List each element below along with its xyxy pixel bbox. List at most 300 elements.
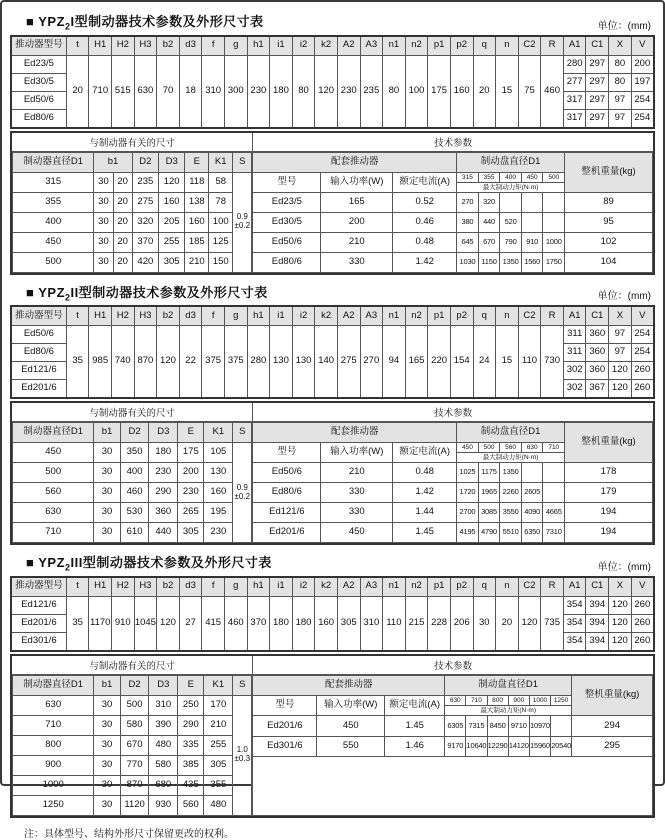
cell: 1.44 <box>393 503 457 523</box>
cell: 500 <box>13 252 94 272</box>
cell: Ed121/6 <box>253 503 321 523</box>
tolerance-cell <box>233 172 252 272</box>
col-header: b2 <box>157 36 180 56</box>
cell: Ed201/6 <box>11 614 66 632</box>
col-header: f <box>202 577 225 597</box>
col-header: t <box>66 306 89 326</box>
col-header: A3 <box>360 306 383 326</box>
cell <box>543 483 565 503</box>
col-header: n <box>496 36 519 56</box>
cell: 460 <box>120 483 149 503</box>
cell: 30 <box>94 755 120 775</box>
table-row <box>13 795 252 815</box>
cell: 104 <box>565 252 653 272</box>
table-row <box>13 192 252 212</box>
cell: 330 <box>321 483 393 503</box>
table-row <box>13 443 252 463</box>
sections-root <box>10 11 655 818</box>
col-header: R <box>541 36 564 56</box>
cell: 30 <box>94 735 120 755</box>
col-header: g <box>224 36 247 56</box>
col-header: 制动器直径D1 <box>13 152 94 172</box>
cell: 4790 <box>478 523 500 543</box>
disc-diameter: 500 <box>479 443 501 452</box>
cell: 8450 <box>487 716 508 736</box>
cell: Ed80/6 <box>11 344 66 362</box>
table-row <box>11 596 654 614</box>
table-row <box>253 152 653 172</box>
table-row <box>11 326 654 344</box>
col-header: X <box>609 36 632 56</box>
band <box>12 133 653 152</box>
cell: 390 <box>149 715 178 735</box>
lower-block <box>10 401 655 545</box>
col-header: K1 <box>204 675 233 695</box>
brake-dim-table-body <box>13 675 252 815</box>
cell: Ed301/6 <box>253 736 317 756</box>
cell: 310 <box>202 55 225 128</box>
cell: 4195 <box>457 523 479 543</box>
cell: 179 <box>565 483 653 503</box>
cell: 630 <box>134 55 157 128</box>
cell: 515 <box>112 55 135 128</box>
footnote: 注：具体型号、结构外形尺寸保留更改的权利。 <box>24 828 234 840</box>
disc-diameter: 710 <box>466 696 487 705</box>
cell: 317 <box>563 109 586 128</box>
cell: 460 <box>541 55 564 128</box>
table-row <box>253 716 653 736</box>
cell: 120 <box>609 380 632 399</box>
cell: 80 <box>609 73 632 91</box>
cell: 175 <box>428 55 451 128</box>
col-header: k2 <box>315 577 338 597</box>
tolerance-value: 1.0 <box>236 745 248 755</box>
brake-dim-table-body <box>13 152 252 272</box>
lower-block <box>10 131 655 275</box>
table-row <box>13 483 252 503</box>
cell: 800 <box>13 735 94 755</box>
cell: 30 <box>94 172 113 192</box>
tolerance-cell <box>233 695 252 815</box>
cell: 302 <box>563 380 586 399</box>
cell: 730 <box>541 326 564 399</box>
disc-diameter-header <box>457 443 565 463</box>
cell: 15 <box>496 326 519 399</box>
cell: 394 <box>586 632 609 651</box>
cell: 195 <box>204 503 233 523</box>
col-header: 制动器直径D1 <box>13 675 94 695</box>
col-header: n <box>496 306 519 326</box>
cell: 520 <box>500 212 522 232</box>
cell: Ed50/6 <box>253 463 321 483</box>
title-subscript: 2 <box>65 21 71 32</box>
cell: 250 <box>178 695 204 715</box>
disc-diameter-values <box>445 696 571 706</box>
cell: 360 <box>586 326 609 344</box>
cell: 178 <box>565 463 653 483</box>
band-right-label: 技术参数 <box>434 408 473 420</box>
cell: 310 <box>360 596 383 651</box>
col-header: D3 <box>159 152 185 172</box>
cell: 220 <box>428 326 451 399</box>
cell: 254 <box>631 344 654 362</box>
col-header: S <box>233 152 252 172</box>
cell: 440 <box>478 212 500 232</box>
cell: 254 <box>631 91 654 109</box>
tolerance-value: 0.9 <box>236 482 248 492</box>
cell: 4665 <box>543 503 565 523</box>
lower-body <box>12 675 653 816</box>
col-header: 额定电流(A) <box>385 696 445 716</box>
cell: 1120 <box>120 795 149 815</box>
cell: 35 <box>66 596 89 651</box>
dim-table <box>10 576 655 652</box>
cell: 235 <box>360 55 383 128</box>
cell: 930 <box>149 795 178 815</box>
lower-block <box>10 654 655 818</box>
col-header: q <box>473 36 496 56</box>
section-header <box>12 282 653 303</box>
cell: 210 <box>321 232 393 252</box>
disc-diameter: 450 <box>457 443 479 452</box>
table-row <box>11 577 654 597</box>
cell: 630 <box>13 695 94 715</box>
cell: 320 <box>132 212 158 232</box>
cell: 1150 <box>478 252 500 272</box>
cell: 58 <box>209 172 233 192</box>
cell: 354 <box>563 596 586 614</box>
cell: 15960 <box>529 736 550 756</box>
cell: 6305 <box>445 716 466 736</box>
cell: 10970 <box>529 716 550 736</box>
cell: 180 <box>270 596 293 651</box>
cell: 110 <box>383 596 406 651</box>
col-header: n <box>496 577 519 597</box>
cell: 120 <box>609 632 632 651</box>
cell: 550 <box>317 736 385 756</box>
cell: 360 <box>586 344 609 362</box>
section-header <box>12 11 653 32</box>
col-header: 推动器型号 <box>11 306 66 326</box>
table-row <box>11 55 654 73</box>
cell: 275 <box>132 192 158 212</box>
unit-label: 单位：(mm) <box>597 291 651 303</box>
col-header: n1 <box>383 577 406 597</box>
cell: 0.48 <box>393 232 457 252</box>
cell: 130 <box>292 326 315 399</box>
cell: 297 <box>586 73 609 91</box>
cell: 180 <box>292 596 315 651</box>
cell: Ed23/5 <box>253 192 321 212</box>
table-row <box>253 503 653 523</box>
disc-diameter: 355 <box>479 173 501 182</box>
section <box>10 552 655 818</box>
table-row <box>253 463 653 483</box>
cell: 160 <box>159 192 185 212</box>
cell: 354 <box>563 632 586 651</box>
cell: 102 <box>565 232 653 252</box>
cell: 30 <box>94 503 120 523</box>
cell: 165 <box>321 192 393 212</box>
cell: 206 <box>450 596 473 651</box>
col-header: A3 <box>360 36 383 56</box>
title-rest: II型制动器技术参数及外形尺寸表 <box>70 284 268 300</box>
table-row <box>13 755 252 775</box>
cell: 450 <box>317 716 385 736</box>
cell: 317 <box>563 91 586 109</box>
tolerance-cell <box>233 443 252 543</box>
cell: 260 <box>631 596 654 614</box>
section <box>10 282 655 546</box>
table-row <box>11 36 654 56</box>
cell: 254 <box>631 326 654 344</box>
cell: 30 <box>473 596 496 651</box>
title-prefix: ■ YPZ <box>26 14 66 29</box>
col-header: V <box>631 577 654 597</box>
col-header: i1 <box>270 577 293 597</box>
cell: 30 <box>94 463 120 483</box>
dim-table-body <box>11 306 654 398</box>
col-header: b2 <box>157 306 180 326</box>
cell: 20 <box>113 252 132 272</box>
cell: 15 <box>496 55 519 128</box>
cell: 24 <box>473 326 496 399</box>
cell: 154 <box>450 326 473 399</box>
brake-dim-table-body <box>13 423 252 543</box>
band-left-label: 与制动器有关的尺寸 <box>12 656 253 674</box>
cell: 311 <box>563 326 586 344</box>
col-header: i2 <box>292 306 315 326</box>
col-header: 配套推动器 <box>253 152 457 172</box>
title-rest: I型制动器技术参数及外形尺寸表 <box>70 14 264 29</box>
torque-label: 最大制动力矩(N·m) <box>482 183 539 191</box>
cell: 120 <box>609 614 632 632</box>
cell: 480 <box>204 795 233 815</box>
cell: 130 <box>270 326 293 399</box>
col-header: H1 <box>89 577 112 597</box>
cell: 355 <box>13 192 94 212</box>
cell: 370 <box>247 596 270 651</box>
cell: 260 <box>631 380 654 399</box>
dim-table-body <box>11 36 654 128</box>
cell: 30 <box>94 695 120 715</box>
disc-diameter: 500 <box>548 173 560 181</box>
cell: 275 <box>337 326 360 399</box>
cell: 610 <box>120 523 149 543</box>
cell: 22 <box>179 326 202 399</box>
col-header: p2 <box>450 577 473 597</box>
band-right-label: 技术参数 <box>434 660 473 672</box>
table-row <box>11 306 654 326</box>
cell: 302 <box>563 362 586 380</box>
cell: 354 <box>563 614 586 632</box>
table-row <box>253 192 653 212</box>
cell: 0.52 <box>393 192 457 212</box>
title-prefix: ■ YPZ <box>26 284 66 300</box>
cell: 1750 <box>543 252 565 272</box>
cell: 105 <box>204 443 233 463</box>
cell: 305 <box>337 596 360 651</box>
cell: 305 <box>178 523 204 543</box>
cell: 30 <box>94 252 113 272</box>
col-header: 输入功率(W) <box>321 443 393 463</box>
disc-diameter: 900 <box>509 696 530 705</box>
cell: 300 <box>224 55 247 128</box>
cell: 230 <box>337 55 360 128</box>
cell: 235 <box>132 172 158 192</box>
cell: Ed121/6 <box>11 596 66 614</box>
table-row <box>13 463 252 483</box>
col-header: 制动盘直径D1 <box>445 675 572 695</box>
disc-diameter: 1000 <box>530 696 551 705</box>
col-header: q <box>473 577 496 597</box>
disc-diameter: 630 <box>445 696 466 705</box>
cell: 2605 <box>521 483 543 503</box>
col-header: n2 <box>405 577 428 597</box>
table-row <box>13 675 252 695</box>
cell: 311 <box>563 344 586 362</box>
cell: 560 <box>13 483 94 503</box>
cell: 200 <box>178 463 204 483</box>
section-title <box>12 282 268 303</box>
cell: 305 <box>159 252 185 272</box>
unit-label: 单位：(mm) <box>597 561 651 573</box>
cell: 210 <box>185 252 209 272</box>
cell: 12290 <box>487 736 508 756</box>
table-row <box>253 423 653 443</box>
col-header: 制动器直径D1 <box>13 423 94 443</box>
col-header: d3 <box>179 577 202 597</box>
col-header: D2 <box>132 152 158 172</box>
cell: 910 <box>521 232 543 252</box>
col-header: 推动器型号 <box>11 36 66 56</box>
cell: 280 <box>563 55 586 73</box>
col-header: C1 <box>586 306 609 326</box>
title-prefix: ■ YPZ <box>26 555 66 571</box>
cell: 120 <box>518 596 541 651</box>
cell: 120 <box>609 362 632 380</box>
col-header: i1 <box>270 306 293 326</box>
brake-dim-table <box>12 675 252 816</box>
cell: 89 <box>565 192 653 212</box>
cell: 94 <box>383 326 406 399</box>
cell: 97 <box>609 91 632 109</box>
cell: 530 <box>120 503 149 523</box>
disc-diameter: 1250 <box>553 697 569 705</box>
title-subscript: 2 <box>65 562 71 573</box>
cell: 1.46 <box>385 736 445 756</box>
col-header: V <box>631 306 654 326</box>
cell: 330 <box>321 252 393 272</box>
col-header: b1 <box>94 423 120 443</box>
lower-body <box>12 152 653 273</box>
cell: 110 <box>518 326 541 399</box>
brake-dim-table <box>12 152 252 273</box>
cell: 710 <box>89 55 112 128</box>
cell: 580 <box>120 715 149 735</box>
cell: Ed121/6 <box>11 362 66 380</box>
disc-diameter: 315 <box>457 173 479 182</box>
cell: 375 <box>224 326 247 399</box>
disc-diameter-header <box>457 172 565 192</box>
col-header: 制动盘直径D1 <box>457 423 565 443</box>
col-header: A3 <box>360 577 383 597</box>
col-header: H3 <box>134 306 157 326</box>
col-header: g <box>224 306 247 326</box>
cell: 265 <box>178 503 204 523</box>
cell: 440 <box>149 523 178 543</box>
lower-body <box>12 422 653 543</box>
tech-table <box>252 152 653 273</box>
cell: 394 <box>586 596 609 614</box>
col-header: 配套推动器 <box>253 675 445 695</box>
cell: 1720 <box>457 483 479 503</box>
col-header: A2 <box>337 36 360 56</box>
cell: 560 <box>178 795 204 815</box>
cell: 4090 <box>521 503 543 523</box>
table-row <box>13 715 252 735</box>
cell: 260 <box>631 362 654 380</box>
cell: 450 <box>13 443 94 463</box>
cell: Ed80/6 <box>253 483 321 503</box>
cell: 30 <box>94 483 120 503</box>
cell: 200 <box>321 212 393 232</box>
tolerance-value: 0.9 <box>236 212 248 222</box>
table-row <box>253 675 653 695</box>
table-row <box>253 523 653 543</box>
col-header: p1 <box>428 577 451 597</box>
col-header: 制动盘直径D1 <box>457 152 565 172</box>
cell: 30 <box>94 715 120 735</box>
col-header: H3 <box>134 577 157 597</box>
cell: 1.42 <box>393 252 457 272</box>
cell: 120 <box>159 172 185 192</box>
cell: 120 <box>609 596 632 614</box>
cell: 310 <box>149 695 178 715</box>
cell: 194 <box>565 523 653 543</box>
cell: 78 <box>209 192 233 212</box>
col-header: A1 <box>563 577 586 597</box>
cell: 1965 <box>478 483 500 503</box>
cell: 1000 <box>13 775 94 795</box>
cell: 1045 <box>134 596 157 651</box>
cell: 228 <box>428 596 451 651</box>
cell: 1170 <box>89 596 112 651</box>
col-header: b1 <box>94 675 120 695</box>
col-header: 型号 <box>253 443 321 463</box>
cell: 7310 <box>543 523 565 543</box>
tech-table-body <box>253 152 653 272</box>
col-header: d3 <box>179 36 202 56</box>
cell: 480 <box>149 735 178 755</box>
col-header: 型号 <box>253 696 317 716</box>
disc-diameter: 450 <box>522 173 544 182</box>
cell: 297 <box>586 109 609 128</box>
col-header: i1 <box>270 36 293 56</box>
col-header: V <box>631 36 654 56</box>
cell: 165 <box>405 326 428 399</box>
band-left-label: 与制动器有关的尺寸 <box>12 403 253 421</box>
cell: 290 <box>178 715 204 735</box>
cell: 910 <box>112 596 135 651</box>
disc-diameter-header <box>445 696 572 716</box>
cell: 500 <box>120 695 149 715</box>
col-header: H1 <box>89 36 112 56</box>
col-header: 额定电流(A) <box>393 443 457 463</box>
cell: 790 <box>500 232 522 252</box>
col-header: b2 <box>157 577 180 597</box>
col-header: D2 <box>120 675 149 695</box>
